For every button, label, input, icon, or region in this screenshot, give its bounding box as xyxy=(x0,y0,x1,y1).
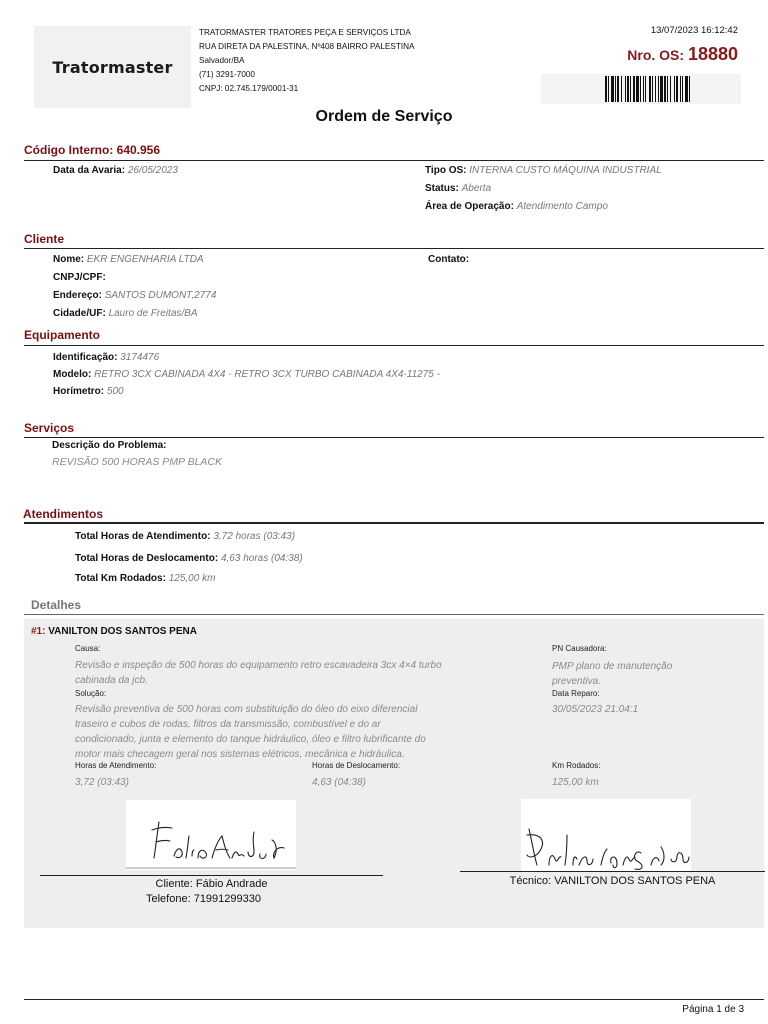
os-number xyxy=(627,44,738,65)
horas-desl-label: Horas de Deslocamento: xyxy=(312,761,401,770)
solucao-line: motor mais checagem geral nos sistemas elétricos, mecânica e hidráulica. xyxy=(75,749,405,760)
total-km-value: 125,00 km xyxy=(168,573,216,584)
cliente-cnpj-label: CNPJ/CPF: xyxy=(53,272,106,283)
solucao-line: traseiro e cubos de rodas, filtros da transmissão, combustível e do ar xyxy=(75,719,381,730)
data-reparo-value: 30/05/2023 21:04:1 xyxy=(552,704,639,715)
cliente-nome-label: Nome: xyxy=(53,254,85,265)
divider xyxy=(24,345,764,346)
tipo-os-row xyxy=(425,165,662,176)
desc-problema-label: Descrição do Problema: xyxy=(52,440,167,451)
status-value: Aberta xyxy=(461,183,492,194)
detalhes-section-title: Detalhes xyxy=(31,598,82,612)
company-info xyxy=(199,26,414,96)
data-reparo-label: Data Reparo: xyxy=(552,689,600,698)
divider xyxy=(24,160,764,161)
status-label: Status: xyxy=(425,183,459,194)
barcode-icon xyxy=(541,74,741,104)
tecnico-signature xyxy=(521,799,691,871)
km-rodados-value: 125,00 km xyxy=(552,777,599,788)
equip-ident-value: 3174476 xyxy=(120,352,160,363)
cliente-section-title: Cliente xyxy=(24,232,65,246)
company-cnpj: CNPJ: 02.745.179/0001-31 xyxy=(199,84,299,93)
print-datetime: 13/07/2023 16:12:42 xyxy=(650,25,738,36)
total-horas-atend-label: Total Horas de Atendimento: xyxy=(75,531,211,542)
cliente-nome-value: EKR ENGENHARIA LTDA xyxy=(86,254,204,265)
pn-causadora-label: PN Causadora: xyxy=(552,644,607,653)
area-value: Atendimento Campo xyxy=(516,201,608,212)
detalhe-item-header xyxy=(31,626,197,637)
causa-label: Causa: xyxy=(75,644,101,653)
company-phone: (71) 3291-7000 xyxy=(199,70,255,79)
data-avaria-row xyxy=(53,165,178,176)
company-name: TRATORMASTER TRATORES PEÇA E SERVIÇOS LTDA xyxy=(199,28,411,37)
logo-text: Tratormaster xyxy=(52,57,173,77)
km-rodados-label: Km Rodados: xyxy=(552,761,601,770)
footer-divider xyxy=(24,999,764,1000)
cliente-cidade-value: Lauro de Freitas/BA xyxy=(108,308,198,319)
cliente-name: Cliente: Fábio Andrade xyxy=(155,878,268,890)
tipo-os-label: Tipo OS: xyxy=(425,165,467,176)
pn-line: PMP plano de manutenção xyxy=(552,661,673,672)
horas-atend-label: Horas de Atendimento: xyxy=(75,761,157,770)
status-row xyxy=(425,183,491,194)
equip-horimetro-value: 500 xyxy=(106,386,124,397)
solucao-line: Revisão preventiva de 500 horas com substituição do óleo do eixo diferencial xyxy=(75,704,418,715)
pn-causadora-value xyxy=(552,659,742,689)
cliente-telefone: Telefone: 71991299330 xyxy=(146,893,261,905)
page-number: Página 1 de 3 xyxy=(682,1004,744,1015)
company-address: RUA DIRETA DA PALESTINA, Nº408 BAIRRO PALESTINA xyxy=(199,42,415,51)
total-horas-desl-row xyxy=(75,553,303,564)
cliente-signature-line xyxy=(40,875,383,876)
os-number-label: Nro. OS: xyxy=(627,47,685,63)
detalhe-item-number: #1: xyxy=(31,626,46,637)
company-city: Salvador/BA xyxy=(199,56,245,65)
detalhe-item-name: VANILTON DOS SANTOS PENA xyxy=(48,626,197,637)
atendimentos-section-title: Atendimentos xyxy=(23,507,104,521)
desc-problema-value: REVISÃO 500 HORAS PMP BLACK xyxy=(52,456,223,468)
divider xyxy=(24,614,764,615)
tipo-os-value: INTERNA CUSTO MÁQUINA INDUSTRIAL xyxy=(469,165,662,176)
horas-atend-value: 3,72 (03:43) xyxy=(75,777,129,788)
equip-ident-row xyxy=(53,352,159,363)
total-horas-desl-value: 4,63 horas (04:38) xyxy=(220,553,303,564)
equipamento-section-title: Equipamento xyxy=(24,328,101,342)
tecnico-signature-line xyxy=(460,871,765,872)
servicos-desc-label xyxy=(52,440,166,451)
total-km-label: Total Km Rodados: xyxy=(75,573,166,584)
equip-horimetro-label: Horímetro: xyxy=(53,386,105,397)
pn-line: preventiva. xyxy=(552,676,601,687)
total-km-row xyxy=(75,573,215,584)
area-row xyxy=(425,201,608,212)
area-label: Área de Operação: xyxy=(425,201,514,212)
tecnico-name: Técnico: VANILTON DOS SANTOS PENA xyxy=(509,875,716,887)
divider xyxy=(24,437,764,438)
data-avaria-value: 26/05/2023 xyxy=(127,165,178,176)
total-horas-atend-value: 3,72 horas (03:43) xyxy=(213,531,296,542)
cliente-signature xyxy=(126,800,296,870)
equip-modelo-value: RETRO 3CX CABINADA 4X4 - RETRO 3CX TURBO CABINADA 4X4-11275 - xyxy=(94,369,440,380)
cliente-nome-row xyxy=(53,254,204,265)
company-logo xyxy=(34,26,191,108)
divider xyxy=(24,522,764,524)
page-title: Ordem de Serviço xyxy=(315,108,453,125)
equip-horimetro-row xyxy=(53,386,124,397)
solucao-value xyxy=(75,702,535,762)
codigo-interno: Código Interno: 640.956 xyxy=(24,143,161,157)
divider xyxy=(24,248,764,249)
horas-desl-value: 4,63 (04:38) xyxy=(312,777,366,788)
cliente-endereco-value: SANTOS DUMONT,2774 xyxy=(104,290,217,301)
solucao-label: Solução: xyxy=(75,689,107,698)
cliente-cnpj-row xyxy=(53,272,106,283)
cliente-cidade-row xyxy=(53,308,198,319)
cliente-endereco-label: Endereço: xyxy=(53,290,102,301)
equip-ident-label: Identificação: xyxy=(53,352,118,363)
cliente-cidade-label: Cidade/UF: xyxy=(53,308,106,319)
causa-value xyxy=(75,658,515,688)
causa-line: Revisão e inspeção de 500 horas do equipamento retro escavadeira 3cx 4×4 turbo xyxy=(75,660,442,671)
servicos-section-title: Serviços xyxy=(24,421,75,435)
cliente-contato-row xyxy=(428,254,469,265)
os-number-value: 18880 xyxy=(687,44,738,64)
causa-line: cabinada da jcb. xyxy=(75,675,148,686)
data-avaria-label: Data da Avaria: xyxy=(53,165,126,176)
total-horas-atend-row xyxy=(75,531,295,542)
equip-modelo-row xyxy=(53,369,440,380)
solucao-line: condicionado, junta e elemento do tanque hidráulico, óleo e filtro lubrificante do xyxy=(75,734,426,745)
cliente-endereco-row xyxy=(53,290,216,301)
cliente-contato-label: Contato: xyxy=(428,254,470,265)
equip-modelo-label: Modelo: xyxy=(53,369,92,380)
total-horas-desl-label: Total Horas de Deslocamento: xyxy=(75,553,219,564)
